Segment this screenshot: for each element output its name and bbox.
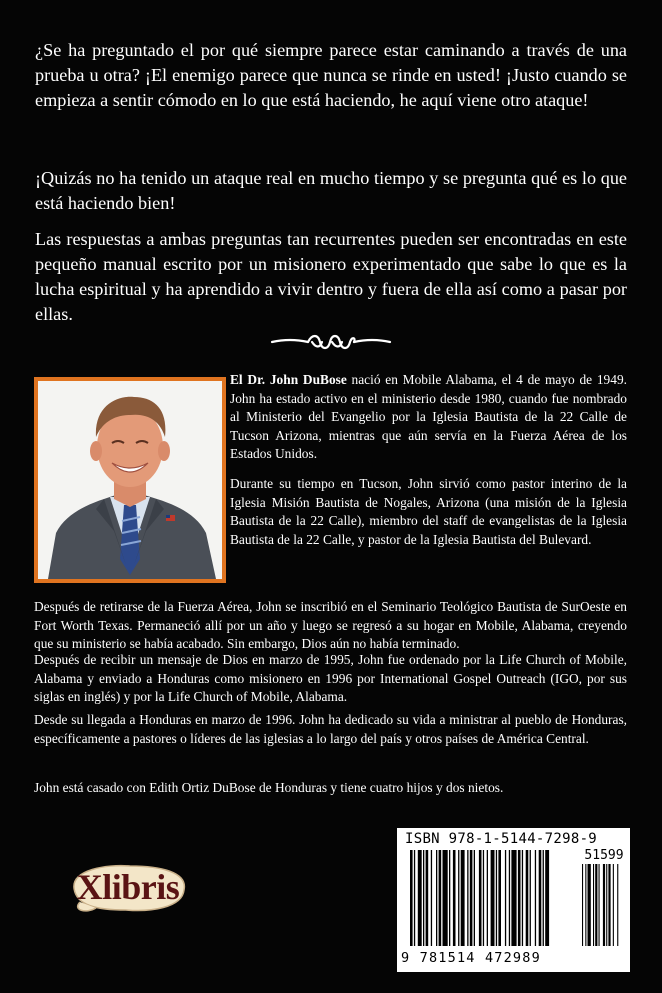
bio-paragraph-3: Después de retirarse de la Fuerza Aérea, John se inscribió en el Seminario Teológico Bautista de SurOeste en Fort Worth Texas. Permaneció allí por un año y luego se regresó a su hogar en Mobile, Alabama, creyendo que su ministerio se había acabado. Sin embargo, Dios aún no había terminado. xyxy=(34,599,627,652)
barcode-bar xyxy=(458,850,459,946)
barcode-bar xyxy=(483,850,484,946)
barcode-bar xyxy=(467,850,468,946)
publisher-logo-text: Xlibris xyxy=(76,867,180,907)
barcode-bar xyxy=(491,850,495,946)
barcode-bar xyxy=(414,850,415,946)
author-name: El Dr. John DuBose xyxy=(230,372,347,387)
price-barcode-bar xyxy=(599,864,600,946)
price-barcode-bar xyxy=(585,864,586,946)
barcode-bar xyxy=(453,850,456,946)
barcode-bar xyxy=(509,850,510,946)
barcode-bar xyxy=(426,850,429,946)
barcode-bar xyxy=(539,850,542,946)
barcode-bar xyxy=(545,850,549,946)
barcode-bars xyxy=(402,848,628,950)
bio-paragraph-1 xyxy=(230,371,627,464)
ean-digits: 9 781514 472989 xyxy=(401,950,541,966)
barcode-bar xyxy=(479,850,482,946)
bio-paragraph-6: John está casado con Edith Ortiz DuBose de Honduras y tiene cuatro hijos y dos nietos. xyxy=(34,780,504,795)
intro-paragraph-2: ¡Quizás no ha tenido un ataque real en mucho tiempo y se pregunta qué es lo que está haciendo bien! xyxy=(35,168,627,213)
barcode-bar xyxy=(439,850,442,946)
price-barcode-bar xyxy=(613,864,614,946)
price-barcode-bar xyxy=(608,864,610,946)
price-barcode-bar xyxy=(603,864,605,946)
intro-paragraph-3: Las respuestas a ambas preguntas tan recurrentes pueden ser encontradas en este pequeño manual escrito por un misionero experimentado que sabe lo que es la lucha espiritual y ha aprendido a vivir dentro y fuera de ella así como a pasar por ellas. xyxy=(35,229,627,324)
price-barcode-bar xyxy=(606,864,607,946)
barcode-bar xyxy=(496,850,497,946)
author-photo xyxy=(34,377,226,583)
barcode-bar xyxy=(526,850,529,946)
barcode-bar xyxy=(443,850,448,946)
barcode-bar xyxy=(410,850,413,946)
price-barcode-bar xyxy=(595,864,597,946)
barcode-bar xyxy=(431,850,432,946)
barcode-bar xyxy=(511,850,516,946)
bio-paragraph-4: Después de recibir un mensaje de Dios en marzo de 1995, John fue ordenado por la Life Church of Mobile, Alabama y enviado a Honduras como misionero en 1996 por International Gospel Outreach (IGO, por sus siglas en inglés) y por la Life Church of Mobile, Alabama. xyxy=(34,652,627,705)
barcode-bar xyxy=(530,850,531,946)
barcode-bar xyxy=(505,850,506,946)
barcode-bar xyxy=(418,850,422,946)
barcode-bar xyxy=(423,850,424,946)
barcode-bar xyxy=(474,850,475,946)
barcode-bar xyxy=(522,850,523,946)
barcode-bar xyxy=(498,850,501,946)
publisher-logo xyxy=(66,860,190,916)
barcode-bar xyxy=(518,850,521,946)
author-portrait xyxy=(38,381,222,579)
barcode-bar xyxy=(470,850,473,946)
isbn-label: ISBN 978-1-5144-7298-9 xyxy=(405,831,598,847)
price-barcode-bar xyxy=(582,864,583,946)
price-barcode-bar xyxy=(617,864,618,946)
bio-paragraph-5: Desde su llegada a Honduras en marzo de 1996. John ha dedicado su vida a ministrar al pueblo de Honduras, específicamente a pastores o líderes de las iglesias a lo largo del país y otros países de América Central. xyxy=(34,712,627,746)
scroll-ornament-icon xyxy=(270,330,392,354)
intro-paragraph-1: ¿Se ha preguntado el por qué siempre parece estar caminando a través de una prueba u otra? ¡El enemigo parece que nunca se rinde en usted! ¡Justo cuando se empieza a sentir cómodo en lo que está haciendo, he aquí viene otro ataque! xyxy=(35,40,627,110)
price-code: 51599 xyxy=(584,848,624,863)
barcode-bar xyxy=(436,850,437,946)
bio-paragraph-2: Durante su tiempo en Tucson, John sirvió como pastor interino de la Iglesia Misión Bautista de Nogales, Arizona (una misión de la Iglesia Bautista de la 22 Calle), miembro del staff de evangelistas de la Iglesia Bautista de la 22 Calle, y pastor de la Iglesia Bautista del Bulevard. xyxy=(230,476,627,547)
bio-paragraph-1-text: nació en Mobile Alabama, el 4 de mayo de 1949. John ha estado activo en el ministerio desde 1980, cuando fue nombrado al Ministerio del Evangelio por la Iglesia Bautista de la 22 Calle de Tucson Arizona, mientras que aún servía en la Fuerza Aérea de los Estados Unidos. xyxy=(230,372,627,462)
barcode-bar xyxy=(449,850,450,946)
barcode-bar xyxy=(461,850,465,946)
barcode-bar xyxy=(543,850,544,946)
isbn-barcode xyxy=(397,828,630,972)
price-barcode-bar xyxy=(588,864,591,946)
price-barcode-bar xyxy=(593,864,594,946)
barcode-bar xyxy=(487,850,488,946)
barcode-bar xyxy=(535,850,536,946)
